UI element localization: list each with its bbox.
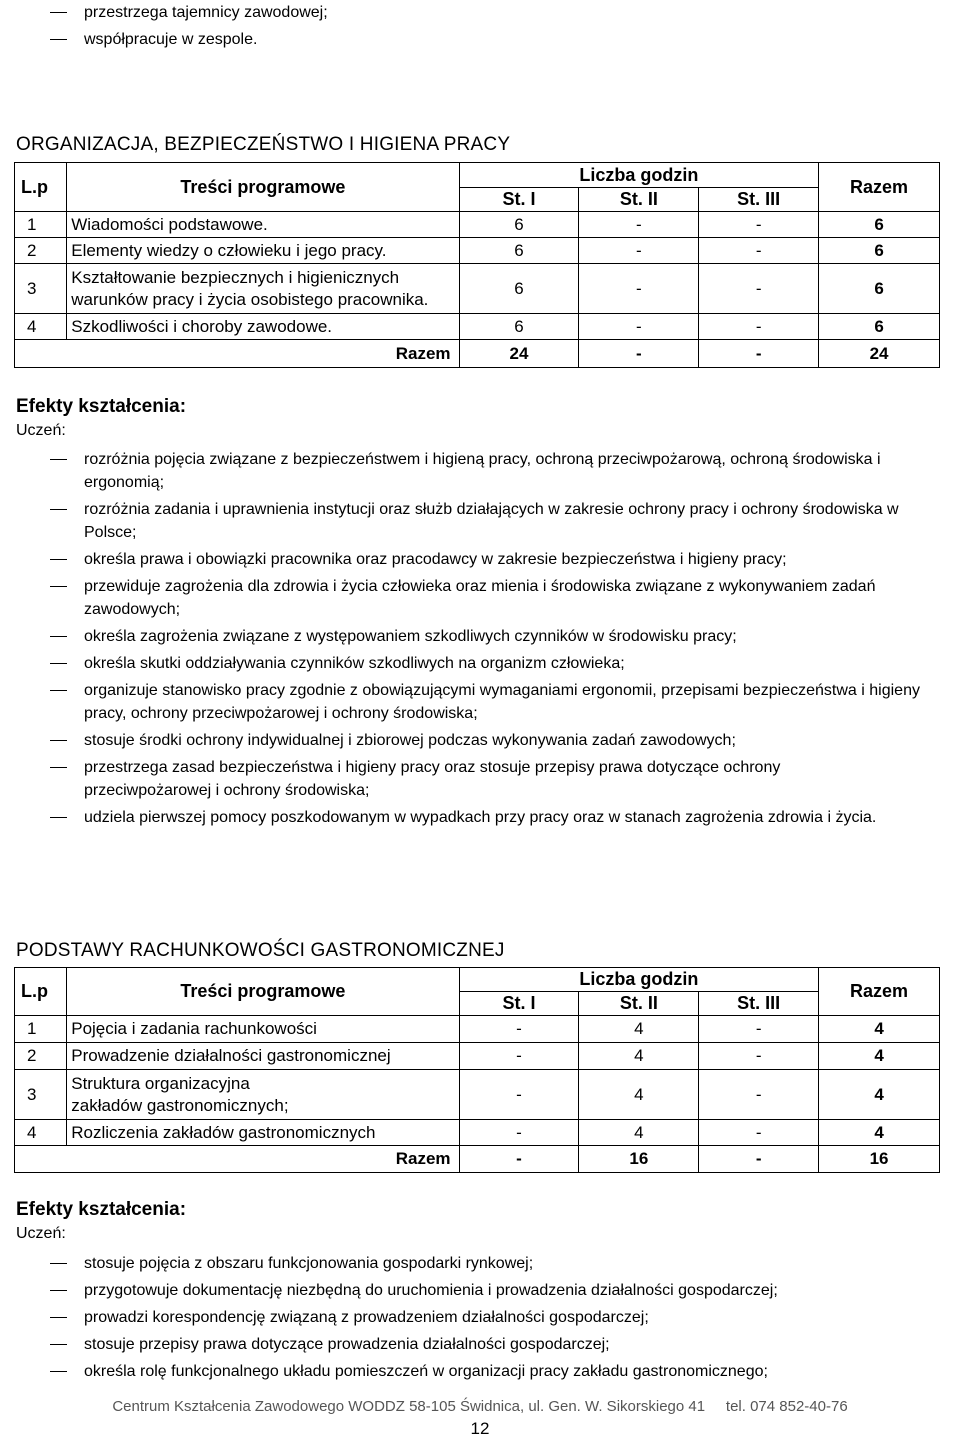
learner-label: Uczeń: bbox=[16, 1225, 66, 1242]
curriculum-table bbox=[14, 967, 940, 1173]
list-item: przewiduje zagrożenia dla zdrowia i życia człowieka oraz mienia i środowiska związane z wykonywaniem zadań zawodowych; bbox=[0, 575, 960, 621]
cell-st2: - bbox=[579, 212, 699, 238]
cell-razem: 4 bbox=[819, 1016, 940, 1043]
cell-text: Pojęcia i zadania rachunkowości bbox=[67, 1016, 459, 1043]
cell-st1: - bbox=[459, 1070, 579, 1120]
cell-st1: 6 bbox=[459, 212, 579, 238]
list-item: przygotowuje dokumentację niezbędną do uruchomienia i prowadzenia działalności gospodarczej; bbox=[0, 1279, 960, 1302]
cell-st2: 4 bbox=[579, 1120, 699, 1146]
col-lp: L.p bbox=[15, 968, 67, 1016]
cell-st1: - bbox=[459, 1043, 579, 1070]
col-st1: St. I bbox=[459, 188, 579, 212]
total-label: Razem bbox=[15, 340, 460, 368]
cell-razem: 6 bbox=[819, 212, 940, 238]
total-st1: 24 bbox=[459, 340, 579, 368]
cell-st2: 4 bbox=[579, 1070, 699, 1120]
col-lp: L.p bbox=[15, 163, 67, 212]
table-total-row bbox=[15, 340, 940, 368]
cell-st3: - bbox=[699, 238, 819, 264]
cell-st1: - bbox=[459, 1016, 579, 1043]
list-item: przestrzega tajemnicy zawodowej; bbox=[0, 1, 960, 24]
col-liczba-godzin: Liczba godzin bbox=[459, 163, 819, 188]
list-item: organizuje stanowisko pracy zgodnie z obowiązującymi wymaganiami ergonomii, przepisami bezpieczeństwa i higieny pracy, ochrony przeciwpożarowej i ochrony środowiska; bbox=[0, 679, 960, 725]
cell-st1: - bbox=[459, 1120, 579, 1146]
list-item: rozróżnia pojęcia związane z bezpieczeństwem i higieną pracy, ochroną przeciwpożarową, ochroną środowiska i ergonomią; bbox=[0, 448, 960, 494]
cell-lp: 1 bbox=[15, 212, 67, 238]
col-st2: St. II bbox=[579, 188, 699, 212]
table-row bbox=[15, 1043, 940, 1070]
cell-lp: 3 bbox=[15, 264, 67, 314]
col-tresci: Treści programowe bbox=[67, 968, 459, 1016]
cell-lp: 2 bbox=[15, 238, 67, 264]
learner-label: Uczeń: bbox=[16, 422, 66, 439]
outcomes-heading: Efekty kształcenia: bbox=[16, 396, 187, 417]
list-item: przestrzega zasad bezpieczeństwa i higieny pracy oraz stosuje przepisy prawa dotyczące ochrony przeciwpożarowej i ochrony środowiska; bbox=[0, 756, 960, 802]
section-title: PODSTAWY RACHUNKOWOŚCI GASTRONOMICZNEJ bbox=[16, 940, 505, 961]
cell-st3: - bbox=[699, 264, 819, 314]
list-item: stosuje środki ochrony indywidualnej i zbiorowej podczas wykonywania zadań zawodowych; bbox=[0, 729, 960, 752]
page-footer: Centrum Kształcenia Zawodowego WODDZ 58-105 Świdnica, ul. Gen. W. Sikorskiego 41 tel. 074 852-40-76 bbox=[112, 1398, 848, 1415]
total-st2: - bbox=[579, 340, 699, 368]
cell-text: Prowadzenie działalności gastronomicznej bbox=[67, 1043, 459, 1070]
list-item: współpracuje w zespole. bbox=[0, 28, 960, 51]
cell-lp: 4 bbox=[15, 1120, 67, 1146]
total-razem: 16 bbox=[819, 1146, 940, 1173]
list-item: określa rolę funkcjonalnego układu pomieszczeń w organizacji pracy zakładu gastronomicznego; bbox=[0, 1360, 960, 1383]
table-row bbox=[15, 212, 940, 238]
table-row bbox=[15, 1120, 940, 1146]
cell-lp: 4 bbox=[15, 314, 67, 340]
list-item: określa prawa i obowiązki pracownika oraz pracodawcy w zakresie bezpieczeństwa i higieny pracy; bbox=[0, 548, 960, 571]
cell-st3: - bbox=[699, 1043, 819, 1070]
table-row bbox=[15, 264, 940, 314]
cell-razem: 6 bbox=[819, 314, 940, 340]
cell-razem: 4 bbox=[819, 1043, 940, 1070]
cell-st3: - bbox=[699, 1070, 819, 1120]
list-item: określa zagrożenia związane z występowaniem szkodliwych czynników w środowisku pracy; bbox=[0, 625, 960, 648]
cell-razem: 6 bbox=[819, 264, 940, 314]
cell-razem: 4 bbox=[819, 1070, 940, 1120]
col-razem: Razem bbox=[819, 163, 940, 212]
cell-razem: 6 bbox=[819, 238, 940, 264]
section-title: ORGANIZACJA, BEZPIECZEŃSTWO I HIGIENA PRACY bbox=[16, 134, 511, 155]
total-st3: - bbox=[699, 340, 819, 368]
list-item: stosuje przepisy prawa dotyczące prowadzenia działalności gospodarczej; bbox=[0, 1333, 960, 1356]
table-row bbox=[15, 1016, 940, 1043]
table-row bbox=[15, 314, 940, 340]
list-item: stosuje pojęcia z obszaru funkcjonowania gospodarki rynkowej; bbox=[0, 1252, 960, 1275]
total-st3: - bbox=[699, 1146, 819, 1173]
cell-st3: - bbox=[699, 212, 819, 238]
table-row bbox=[15, 238, 940, 264]
table-row bbox=[15, 1070, 940, 1120]
outcomes-heading: Efekty kształcenia: bbox=[16, 1199, 187, 1220]
col-st1: St. I bbox=[459, 992, 579, 1016]
outcomes-list bbox=[0, 1252, 960, 1383]
total-razem: 24 bbox=[819, 340, 940, 368]
col-tresci: Treści programowe bbox=[67, 163, 459, 212]
outcomes-list bbox=[0, 448, 960, 829]
col-st3: St. III bbox=[699, 188, 819, 212]
cell-st2: 4 bbox=[579, 1016, 699, 1043]
list-item: rozróżnia zadania i uprawnienia instytucji oraz służb działających w zakresie ochrony pracy i ochrony środowiska w Polsce; bbox=[0, 498, 960, 544]
col-razem: Razem bbox=[819, 968, 940, 1016]
top-list bbox=[0, 1, 960, 51]
cell-st2: - bbox=[579, 238, 699, 264]
cell-st1: 6 bbox=[459, 314, 579, 340]
list-item: udziela pierwszej pomocy poszkodowanym w wypadkach przy pracy oraz w stanach zagrożenia zdrowia i życia. bbox=[0, 806, 960, 829]
cell-st2: - bbox=[579, 314, 699, 340]
total-label: Razem bbox=[15, 1146, 460, 1173]
total-st1: - bbox=[459, 1146, 579, 1173]
cell-lp: 1 bbox=[15, 1016, 67, 1043]
cell-st1: 6 bbox=[459, 238, 579, 264]
cell-st3: - bbox=[699, 314, 819, 340]
cell-text: Kształtowanie bezpiecznych i higienicznych warunków pracy i życia osobistego pracownika. bbox=[67, 264, 459, 314]
cell-st2: - bbox=[579, 264, 699, 314]
cell-st1: 6 bbox=[459, 264, 579, 314]
list-item: określa skutki oddziaływania czynników szkodliwych na organizm człowieka; bbox=[0, 652, 960, 675]
cell-lp: 3 bbox=[15, 1070, 67, 1120]
cell-text: Struktura organizacyjna zakładów gastronomicznych; bbox=[67, 1070, 459, 1120]
col-st2: St. II bbox=[579, 992, 699, 1016]
cell-st3: - bbox=[699, 1120, 819, 1146]
page-number: 12 bbox=[470, 1419, 490, 1438]
cell-text: Szkodliwości i choroby zawodowe. bbox=[67, 314, 459, 340]
cell-text: Wiadomości podstawowe. bbox=[67, 212, 459, 238]
col-liczba-godzin: Liczba godzin bbox=[459, 968, 819, 992]
table-total-row bbox=[15, 1146, 940, 1173]
curriculum-table bbox=[14, 162, 940, 368]
cell-lp: 2 bbox=[15, 1043, 67, 1070]
table-header-row bbox=[15, 163, 940, 188]
cell-text: Rozliczenia zakładów gastronomicznych bbox=[67, 1120, 459, 1146]
cell-text: Elementy wiedzy o człowieku i jego pracy. bbox=[67, 238, 459, 264]
col-st3: St. III bbox=[699, 992, 819, 1016]
cell-st2: 4 bbox=[579, 1043, 699, 1070]
cell-st3: - bbox=[699, 1016, 819, 1043]
cell-razem: 4 bbox=[819, 1120, 940, 1146]
total-st2: 16 bbox=[579, 1146, 699, 1173]
list-item: prowadzi korespondencję związaną z prowadzeniem działalności gospodarczej; bbox=[0, 1306, 960, 1329]
table-header-row bbox=[15, 968, 940, 992]
